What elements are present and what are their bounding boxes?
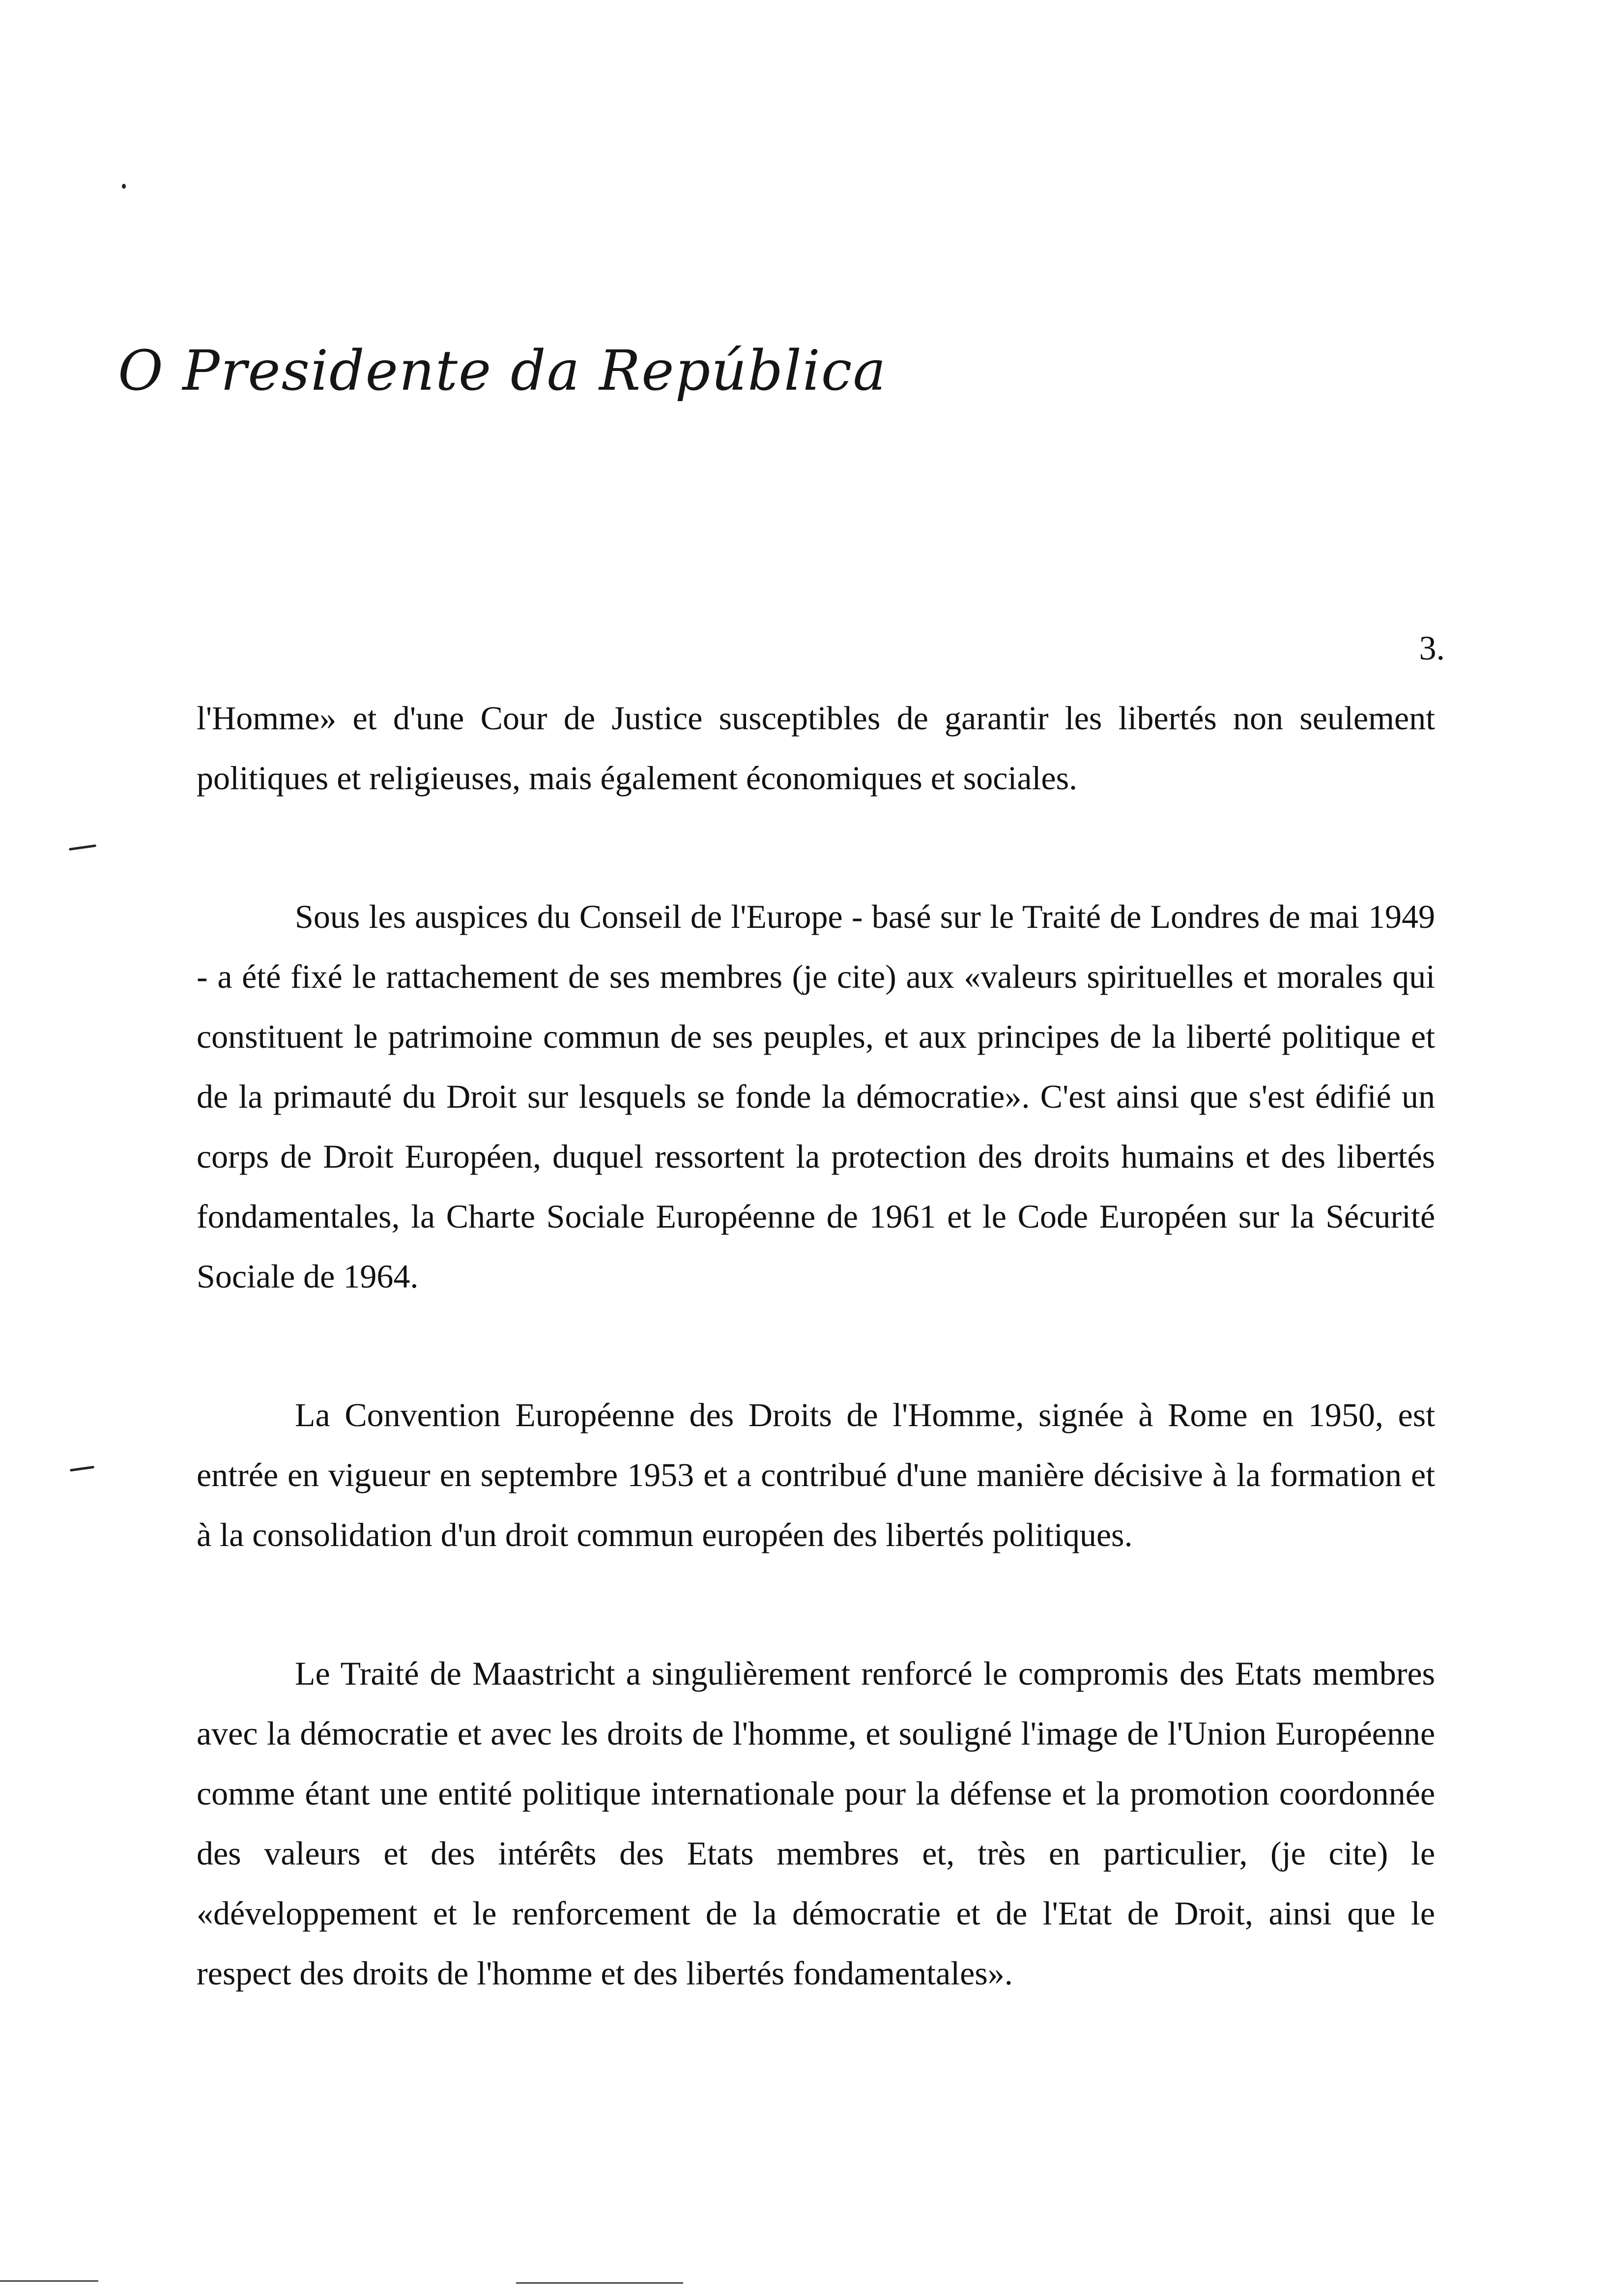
paragraph: Sous les auspices du Conseil de l'Europe - basé sur le Traité de Londres de mai 1949 - a été fixé le rattachement de ses membres (je cite) aux «valeurs spirituelles et morales qui constituent le patrimoine commun de ses peuples, et aux principes de la liberté politique et de la primauté du Droit sur lesquels se fonde la démocratie». C'est ainsi que s'est édifié un corps de Droit Européen, duquel ressortent la protection des droits humains et des libertés fondamentales, la Charte Sociale Européenne de 1961 et le Code Européen sur la Sécurité Sociale de 1964. bbox=[197, 898, 1435, 1295]
footer-rule bbox=[516, 2282, 683, 2284]
paragraph: La Convention Européenne des Droits de l'Homme, signée à Rome en 1950, est entrée en vigueur en septembre 1953 et a contribué d'une manière décisive à la formation et à la consolidation d'un droit commun européen des libertés politiques. bbox=[197, 1396, 1435, 1553]
margin-mark bbox=[70, 1466, 94, 1472]
paragraph: l'Homme» et d'une Cour de Justice susceptibles de garantir les libertés non seulement politiques et religieuses, mais également économiques et sociales. bbox=[197, 699, 1435, 797]
letterhead: O Presidente da República bbox=[118, 339, 887, 403]
paragraph: Le Traité de Maastricht a singulièrement renforcé le compromis des Etats membres avec la démocratie et avec les droits de l'homme, et souligné l'image de l'Union Européenne comme étant une entité politique internationale pour la défense et la promotion coordonnée des valeurs et des intérêts des Etats membres et, très en particulier, (je cite) le «développement et le renforcement de la démocratie et de l'Etat de Droit, ainsi que le respect des droits de l'homme et des libertés fondamentales». bbox=[197, 1655, 1435, 1992]
footer-rule bbox=[0, 2280, 98, 2282]
page-number: 3. bbox=[1419, 630, 1445, 667]
body-text bbox=[197, 688, 1435, 2003]
margin-mark bbox=[69, 844, 96, 851]
scan-dot bbox=[122, 184, 126, 189]
